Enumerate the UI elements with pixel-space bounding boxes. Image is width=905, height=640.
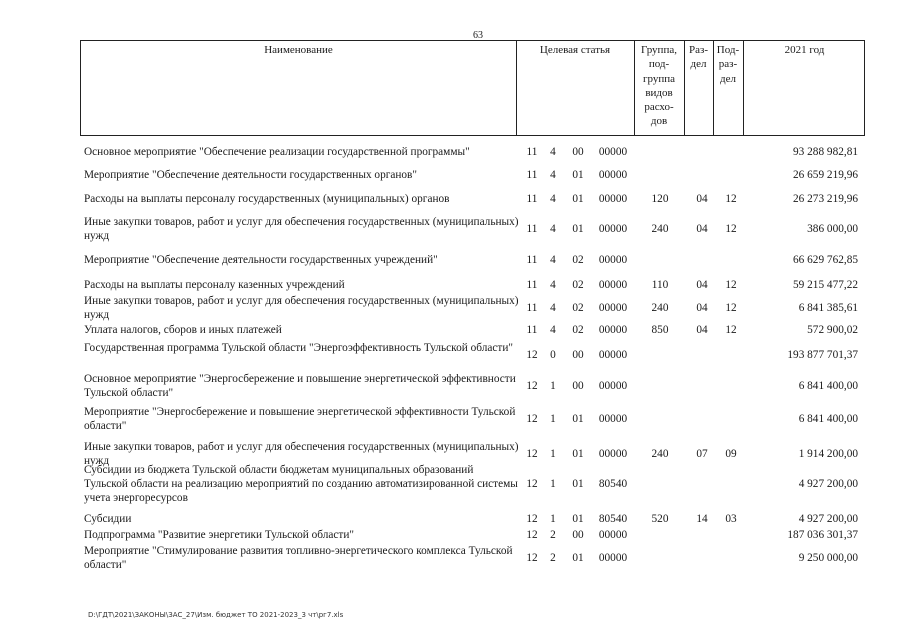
cell-rz: 07 — [696, 448, 708, 460]
cell-d: 00000 — [598, 169, 628, 181]
row-name: Основное мероприятие "Обеспечение реализации государственной программы" — [84, 146, 470, 158]
row-name: Расходы на выплаты персоналу казенных учреждений — [84, 279, 345, 291]
cell-c: 01 — [572, 552, 584, 564]
cell-a: 12 — [526, 448, 538, 460]
cell-a: 11 — [526, 223, 538, 235]
cell-a: 12 — [526, 529, 538, 541]
header-line: видов — [645, 86, 673, 99]
cell-sum: 26 273 219,96 — [793, 193, 858, 205]
cell-a: 12 — [526, 552, 538, 564]
cell-a: 11 — [526, 169, 538, 181]
cell-a: 12 — [526, 413, 538, 425]
cell-d: 00000 — [598, 413, 628, 425]
row-name: Иные закупки товаров, работ и услуг для обеспечения государственных (муниципальных) нужд — [84, 216, 519, 242]
header-section — [684, 43, 713, 72]
row-name: Мероприятие "Энергосбережение и повышение энергетической эффективности Тульской области" — [84, 406, 516, 432]
cell-c: 01 — [572, 448, 584, 460]
cell-vr: 850 — [651, 324, 669, 336]
cell-a: 11 — [526, 302, 538, 314]
cell-d: 00000 — [598, 146, 628, 158]
row-name: Основное мероприятие "Энергосбережение и повышение энергетической эффективности Тульской области" — [84, 373, 516, 399]
cell-d: 00000 — [598, 448, 628, 460]
cell-sum: 1 914 200,00 — [798, 448, 858, 460]
cell-vr: 240 — [651, 223, 669, 235]
cell-a: 12 — [526, 349, 538, 361]
cell-d: 80540 — [598, 478, 628, 490]
cell-a: 12 — [526, 380, 538, 392]
header-year: 2021 год — [784, 44, 825, 56]
header-subsection — [713, 43, 743, 86]
cell-d: 00000 — [598, 529, 628, 541]
cell-b: 4 — [550, 324, 556, 336]
cell-c: 01 — [572, 478, 584, 490]
cell-sum: 386 000,00 — [807, 223, 858, 235]
cell-pr: 12 — [725, 324, 737, 336]
cell-vr: 120 — [651, 193, 669, 205]
cell-sum: 26 659 219,96 — [793, 169, 858, 181]
cell-a: 11 — [526, 324, 538, 336]
row-name: Расходы на выплаты персоналу государственных (муниципальных) органов — [84, 193, 450, 205]
header-expense-group — [634, 43, 684, 129]
cell-vr: 240 — [651, 302, 669, 314]
cell-b: 1 — [550, 380, 556, 392]
cell-b: 1 — [550, 513, 556, 525]
header-line: дел — [720, 72, 736, 85]
cell-c: 01 — [572, 513, 584, 525]
header-line: дел — [690, 58, 707, 71]
row-name: Мероприятие "Стимулирование развития топливно-энергетического комплекса Тульской области" — [84, 545, 513, 571]
cell-b: 4 — [550, 146, 556, 158]
cell-sum: 187 036 301,37 — [787, 529, 858, 541]
page-number: 63 — [473, 30, 483, 41]
header-name: Наименование — [264, 44, 333, 56]
cell-d: 00000 — [598, 223, 628, 235]
header-line: под- — [648, 58, 670, 71]
cell-d: 00000 — [598, 193, 628, 205]
cell-rz: 04 — [696, 279, 708, 291]
cell-sum: 6 841 400,00 — [798, 413, 858, 425]
header-line: раз- — [718, 58, 738, 71]
cell-c: 00 — [572, 380, 584, 392]
header-line: группа — [642, 72, 676, 85]
cell-d: 00000 — [598, 279, 628, 291]
cell-sum: 572 900,02 — [807, 324, 858, 336]
cell-b: 4 — [550, 223, 556, 235]
cell-a: 11 — [526, 254, 538, 266]
header-target-article: Целевая статья — [539, 44, 611, 56]
cell-d: 00000 — [598, 552, 628, 564]
row-name: Мероприятие "Обеспечение деятельности государственных учреждений" — [84, 254, 438, 266]
cell-sum: 193 877 701,37 — [787, 349, 858, 361]
cell-b: 4 — [550, 302, 556, 314]
cell-sum: 93 288 982,81 — [793, 146, 858, 158]
table-header — [80, 40, 865, 136]
cell-rz: 04 — [696, 223, 708, 235]
cell-a: 12 — [526, 478, 538, 490]
cell-d: 80540 — [598, 513, 628, 525]
cell-pr: 12 — [725, 193, 737, 205]
cell-b: 2 — [550, 529, 556, 541]
cell-d: 00000 — [598, 324, 628, 336]
row-name: Мероприятие "Обеспечение деятельности государственных органов" — [84, 169, 418, 181]
cell-sum: 66 629 762,85 — [793, 254, 858, 266]
header-line: Раз- — [688, 44, 708, 56]
cell-b: 4 — [550, 279, 556, 291]
cell-b: 1 — [550, 478, 556, 490]
row-name: Уплата налогов, сборов и иных платежей — [84, 324, 282, 336]
cell-pr: 12 — [725, 302, 737, 314]
cell-pr: 03 — [725, 513, 737, 525]
cell-c: 00 — [572, 146, 584, 158]
cell-c: 01 — [572, 169, 584, 181]
cell-c: 00 — [572, 349, 584, 361]
cell-b: 0 — [550, 349, 556, 361]
cell-rz: 04 — [696, 193, 708, 205]
cell-b: 4 — [550, 193, 556, 205]
cell-d: 00000 — [598, 349, 628, 361]
cell-b: 4 — [550, 169, 556, 181]
row-name: Субсидии — [84, 513, 132, 525]
cell-b: 2 — [550, 552, 556, 564]
cell-a: 11 — [526, 193, 538, 205]
cell-a: 11 — [526, 146, 538, 158]
cell-rz: 14 — [696, 513, 708, 525]
cell-c: 02 — [572, 302, 584, 314]
cell-vr: 240 — [651, 448, 669, 460]
cell-sum: 59 215 477,22 — [793, 279, 858, 291]
cell-vr: 520 — [651, 513, 669, 525]
cell-a: 11 — [526, 279, 538, 291]
row-name: Иные закупки товаров, работ и услуг для обеспечения государственных (муниципальных) нужд — [84, 441, 519, 467]
header-line: Под- — [716, 44, 740, 56]
cell-b: 4 — [550, 254, 556, 266]
cell-b: 1 — [550, 413, 556, 425]
row-name: Подпрограмма "Развитие энергетики Тульской области" — [84, 529, 354, 541]
header-line: Группа, — [641, 44, 677, 56]
row-name: Государственная программа Тульской области "Энергоэффективность Тульской области" — [84, 342, 513, 354]
cell-vr: 110 — [651, 279, 669, 291]
header-line: расхо- — [644, 101, 674, 114]
cell-c: 00 — [572, 529, 584, 541]
cell-c: 02 — [572, 324, 584, 336]
cell-c: 02 — [572, 254, 584, 266]
cell-d: 00000 — [598, 254, 628, 266]
cell-sum: 9 250 000,00 — [798, 552, 858, 564]
cell-rz: 04 — [696, 324, 708, 336]
cell-sum: 6 841 400,00 — [798, 380, 858, 392]
file-path-footer: D:\ГДТ\2021\ЗАКОНЫ\ЗАС_27\Изм. бюджет ТО 2021-2023_3 чт\рг7.xls — [88, 611, 344, 619]
cell-sum: 6 841 385,61 — [798, 302, 858, 314]
header-line: дов — [650, 115, 668, 128]
cell-c: 01 — [572, 193, 584, 205]
cell-sum: 4 927 200,00 — [798, 478, 858, 490]
row-name: Иные закупки товаров, работ и услуг для обеспечения государственных (муниципальных) нужд — [84, 295, 519, 321]
cell-pr: 12 — [725, 223, 737, 235]
cell-rz: 04 — [696, 302, 708, 314]
cell-b: 1 — [550, 448, 556, 460]
cell-pr: 12 — [725, 279, 737, 291]
cell-d: 00000 — [598, 302, 628, 314]
row-name: Субсидии из бюджета Тульской области бюджетам муниципальных образований Тульской области на реализацию мероприятий по созданию автоматизированной системы учета энергоресурсов — [84, 464, 518, 504]
cell-sum: 4 927 200,00 — [798, 513, 858, 525]
cell-c: 01 — [572, 223, 584, 235]
cell-a: 12 — [526, 513, 538, 525]
cell-c: 01 — [572, 413, 584, 425]
cell-pr: 09 — [725, 448, 737, 460]
cell-c: 02 — [572, 279, 584, 291]
cell-d: 00000 — [598, 380, 628, 392]
